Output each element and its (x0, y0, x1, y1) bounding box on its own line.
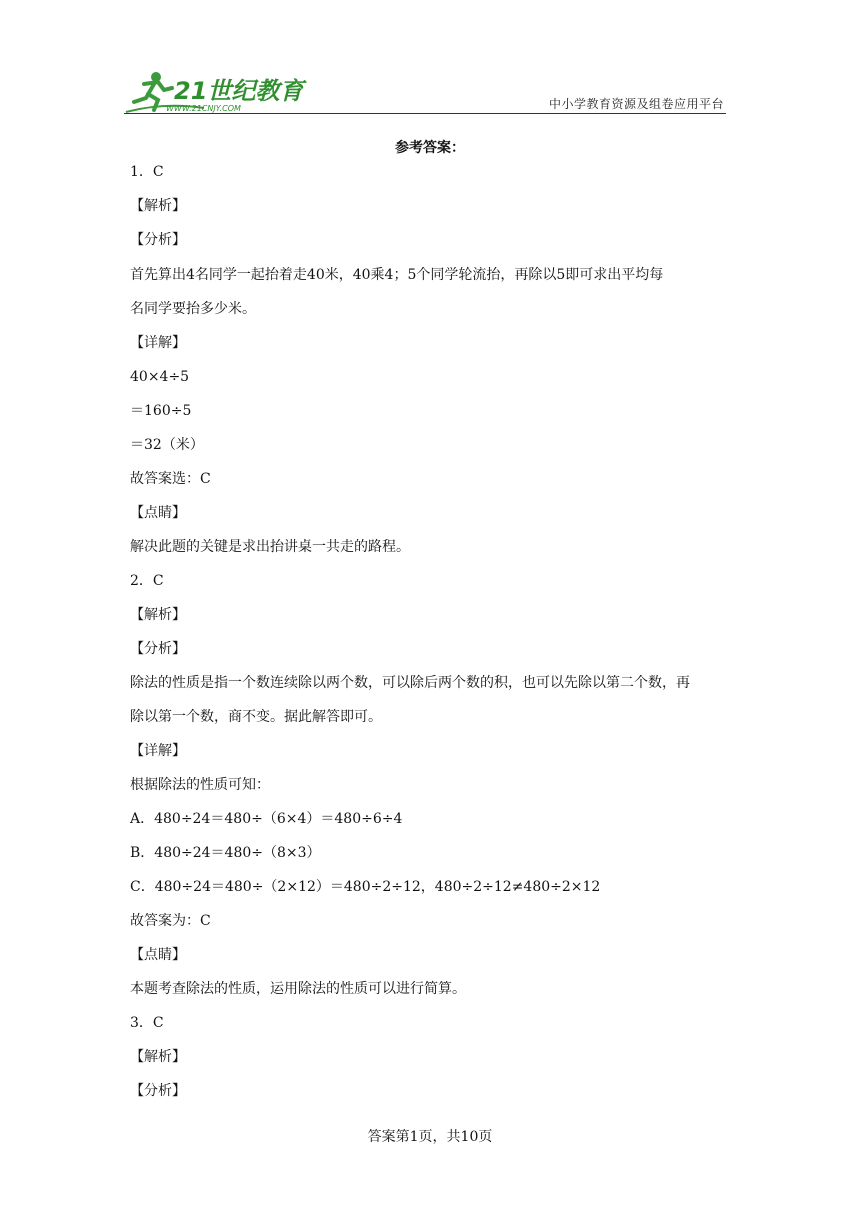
text-line: 首先算出4名同学一起抬着走40米，40乘4；5个同学轮流抬，再除以5即可求出平均每 (130, 267, 664, 283)
text-line: 1．C (130, 164, 164, 180)
text-line: ＝32（米） (130, 437, 204, 453)
text-line: 除法的性质是指一个数连续除以两个数，可以除后两个数的积，也可以先除以第二个数，再 (130, 675, 690, 691)
text-line: C．480÷24＝480÷（2×12）＝480÷2÷12，480÷2÷12≠480÷2×12 (130, 879, 601, 895)
text-line: ＝160÷5 (130, 403, 192, 419)
logo-runner-icon (124, 68, 314, 114)
text-line: 【解析】 (130, 1049, 186, 1065)
text-line: 【点睛】 (130, 505, 186, 521)
svg-text:WWW.21CNJY.COM: WWW.21CNJY.COM (166, 104, 241, 113)
text-line: 故答案为：C (130, 913, 211, 929)
text-line: 3．C (130, 1015, 164, 1031)
text-line: 解决此题的关键是求出抬讲桌一共走的路程。 (130, 539, 410, 555)
text-line: 【详解】 (130, 335, 186, 351)
text-line: 故答案选：C (130, 471, 211, 487)
platform-name: 中小学教育资源及组卷应用平台 (548, 97, 724, 111)
text-line: B．480÷24＝480÷（8×3） (130, 845, 321, 861)
header-divider (124, 113, 726, 114)
page-header (124, 62, 726, 118)
text-line: 【详解】 (130, 743, 186, 759)
text-line: 【分析】 (130, 232, 186, 248)
text-line: 【分析】 (130, 641, 186, 657)
site-logo (124, 68, 314, 114)
text-line: 除以第一个数，商不变。据此解答即可。 (130, 709, 382, 725)
text-line: 名同学要抬多少米。 (130, 301, 256, 317)
text-line: 本题考查除法的性质，运用除法的性质可以进行简算。 (130, 981, 466, 997)
text-line: 2．C (130, 573, 164, 589)
text-line: 【解析】 (130, 198, 186, 214)
text-line: 40×4÷5 (130, 369, 190, 385)
text-line: 【点睛】 (130, 947, 186, 963)
text-line: A．480÷24＝480÷（6×4）＝480÷6÷4 (130, 811, 403, 827)
text-line: 【分析】 (130, 1083, 186, 1099)
text-line: 【解析】 (130, 607, 186, 623)
text-line: 根据除法的性质可知： (130, 777, 270, 793)
answer-title: 参考答案： (395, 140, 465, 156)
page-footer: 答案第1页，共10页 (367, 1129, 493, 1145)
svg-text:21世纪教育: 21世纪教育 (174, 77, 304, 105)
